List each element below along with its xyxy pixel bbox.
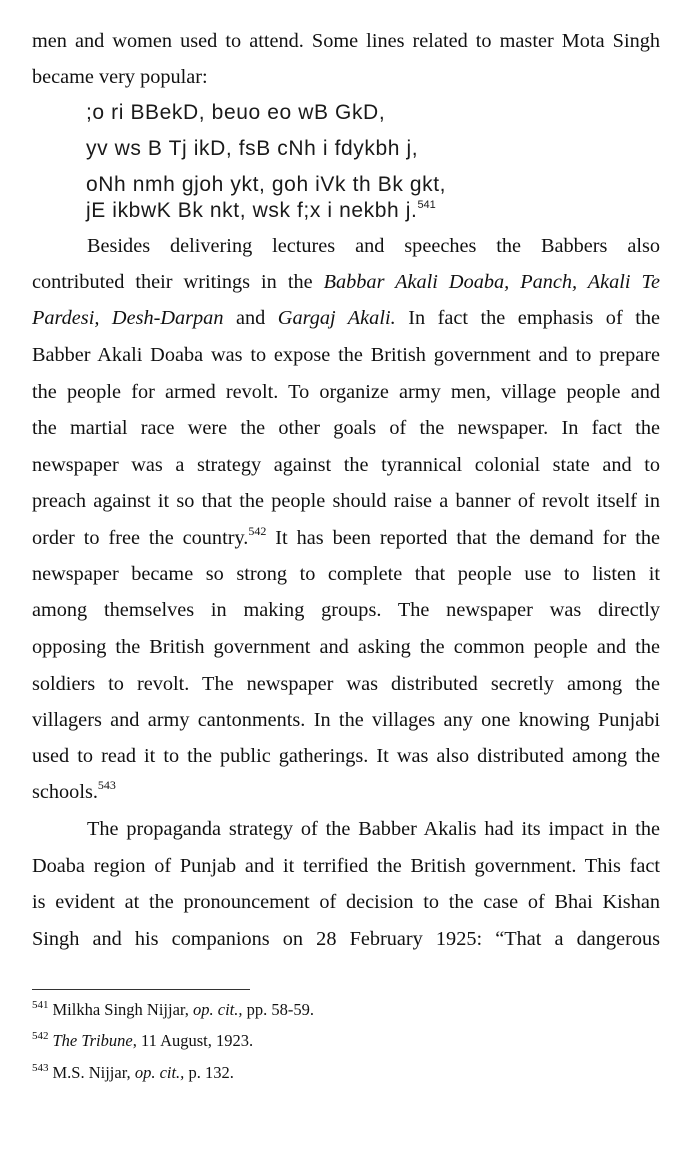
footnote-text: Milkha Singh Nijjar, [52,1000,193,1019]
body-text-line: the martial race were the other goals of the newspaper. In fact the [32,417,660,439]
footnote-text: , 11 August, 1923. [132,1031,254,1050]
body-text-line [32,780,660,804]
body-text-line: men and women used to attend. Some lines related to master Mota Singh [32,30,660,52]
footnote-541 [32,1000,314,1022]
footnote-543 [32,1063,234,1085]
body-text-line: Besides delivering lectures and speeches the Babbers also [87,235,660,257]
body-text-line: newspaper was a strategy against the tyrannical colonial state and to [32,454,660,476]
body-text-line: soldiers to revolt. The newspaper was distributed secretly among the [32,673,660,695]
footnote-citation-italic: op. cit., [134,1063,185,1082]
body-text-line: the people for armed revolt. To organize army men, village people and [32,381,660,403]
footnote-number: 543 [32,1062,49,1074]
footnote-number: 542 [32,1030,49,1042]
body-text-line [32,270,660,294]
footnote-citation-italic: op. cit., [193,1000,243,1019]
footnote-number: 541 [32,999,49,1011]
verse-line: yv ws B Tj ikD, fsB cNh i fdykbh j, [86,137,419,160]
body-text-line: among themselves in making groups. The newspaper was directly [32,599,660,621]
footnote-text: p. 132. [184,1063,234,1082]
body-text-line: Babber Akali Doaba was to expose the British government and to prepare [32,344,660,366]
body-text-line: preach against it so that the people should raise a banner of revolt itself in [32,490,660,512]
footnote-542 [32,1031,253,1053]
body-text-line: Doaba region of Punjab and it terrified the British government. This fact [32,855,660,877]
footnote-reference-542[interactable]: 542 [248,524,267,538]
text-span: In fact the emphasis of the [395,307,660,329]
text-span: It has been reported that the demand for the [266,527,660,549]
verse-line: oNh nmh gjoh ykt, goh iVk th Bk gkt, [86,173,447,196]
body-text-line [32,306,660,330]
body-text-line: villagers and army cantonments. In the villages any one knowing Punjabi [32,709,660,731]
footnote-reference-543[interactable]: 543 [97,778,116,792]
verse-line-text: jE ikbwK Bk nkt, wsk f;x i nekbh j. [86,199,418,222]
verse-line: ;o ri BBekD, beuo eo wB GkD, [86,101,386,124]
footnote-text: M.S. Nijjar, [52,1063,135,1082]
text-span: order to free the country. [32,527,249,549]
footnote-citation-italic: The Tribune [52,1031,133,1050]
text-span: and [223,307,278,329]
newspaper-title: Gargaj Akali. [277,307,396,329]
body-text-line: opposing the British government and asking the common people and the [32,636,660,658]
newspaper-titles: Pardesi, Desh-Darpan [32,307,224,329]
body-text-line [32,526,660,550]
text-span: contributed their writings in the [32,271,324,293]
verse-line-last [86,199,436,223]
body-text-line: The propaganda strategy of the Babber Akalis had its impact in the [87,818,660,840]
footnote-separator-rule [32,989,250,990]
text-span: schools. [32,781,98,803]
footnote-text: pp. 58-59. [242,1000,314,1019]
body-text-line: Singh and his companions on 28 February 1925: “That a dangerous [32,928,660,950]
body-text-line: became very popular: [32,66,208,88]
newspaper-titles: Babbar Akali Doaba, Panch, Akali Te [323,271,660,293]
footnote-reference-541[interactable]: 541 [417,199,436,211]
body-text-line: is evident at the pronouncement of decision to the case of Bhai Kishan [32,891,660,913]
body-text-line: newspaper became so strong to complete that people use to listen it [32,563,660,585]
body-text-line: used to read it to the public gatherings. It was also distributed among the [32,745,660,767]
